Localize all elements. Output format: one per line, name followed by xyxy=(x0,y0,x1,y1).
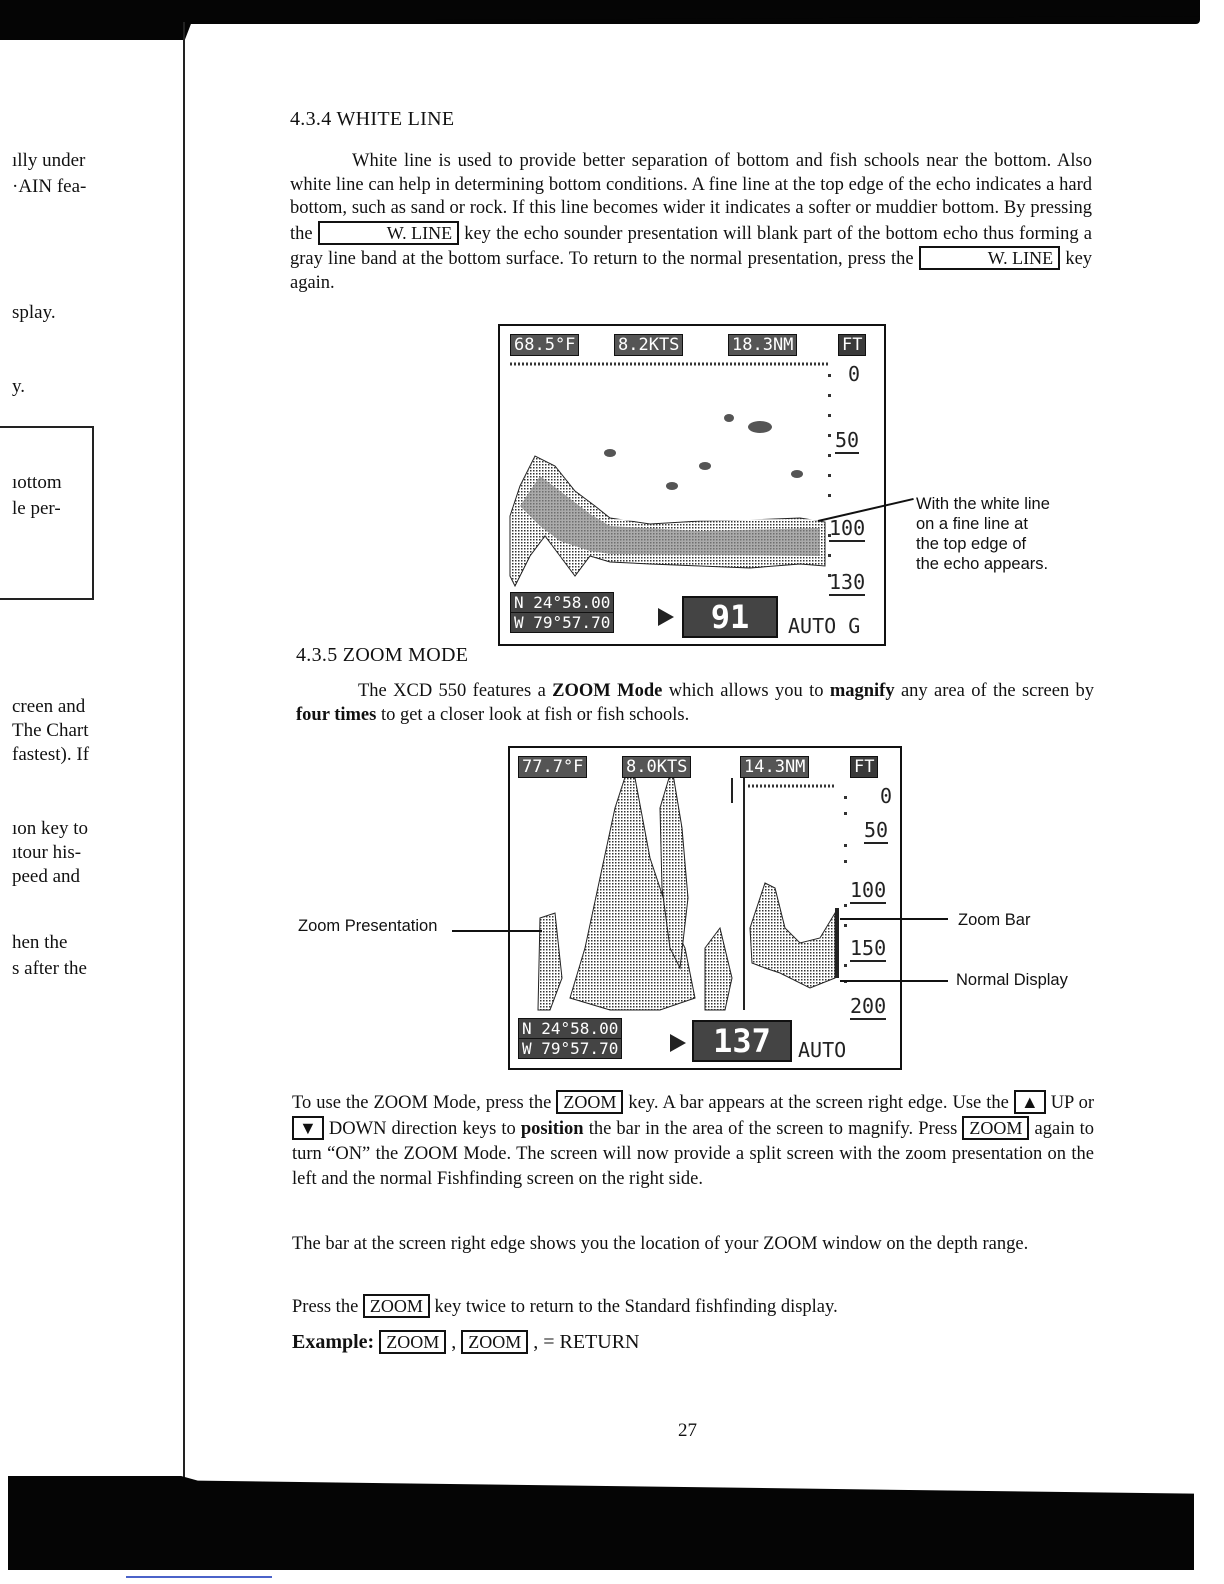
para-bold: position xyxy=(520,1119,584,1139)
example-line xyxy=(292,1330,1094,1355)
depth-scale-label: 50 xyxy=(864,818,889,842)
para-text: key again. xyxy=(290,249,1093,293)
depth-scale-label: 150 xyxy=(850,936,887,960)
margin-fragment: ·AIN fea- xyxy=(12,176,87,197)
sonar-screen-white-line xyxy=(498,324,886,646)
callout-line: on a fine line at xyxy=(916,515,1028,533)
para-bold: four times xyxy=(296,704,377,725)
margin-fragment: hen the xyxy=(12,932,68,953)
margin-fragment: splay. xyxy=(12,302,56,323)
callout-leader-line xyxy=(840,918,948,920)
depth-readout: 91 xyxy=(682,596,778,638)
section-heading-zoom-mode: 4.3.5 ZOOM MODE xyxy=(296,644,469,666)
para-bold: ZOOM Mode xyxy=(552,681,663,701)
callout-leader-line xyxy=(840,980,948,982)
depth-scale-label: 0 xyxy=(848,362,861,386)
return-paragraph xyxy=(292,1294,1094,1320)
margin-fragment: сreen and xyxy=(12,696,86,717)
margin-fragment: y. xyxy=(12,376,26,397)
zoom-key: ZOOM xyxy=(363,1294,430,1318)
distance-readout: 18.3NM xyxy=(728,334,797,356)
mode-status: AUTO G xyxy=(788,614,861,638)
example-label: Example: xyxy=(292,1331,375,1353)
longitude-readout: W 79°57.70 xyxy=(518,1038,622,1059)
margin-fragment: ılly under xyxy=(12,150,86,171)
depth-scale-label: 200 xyxy=(850,994,887,1018)
water-temp-readout: 68.5°F xyxy=(510,334,579,356)
margin-fragment: peed and xyxy=(12,866,81,887)
para-text: the bar in the area of the screen to magnify. Press xyxy=(588,1119,958,1139)
zoom-intro-paragraph xyxy=(296,680,1094,727)
margin-fragment: ѕ after the xyxy=(12,958,87,979)
para-text: again to turn “ON” the ZOOM Mode. The screen will now provide a split screen with the zoom presentation on the left and the normal Fishfinding screen on the right side. xyxy=(292,1119,1095,1189)
latitude-readout: N 24°58.00 xyxy=(510,592,614,613)
callout-leader-line xyxy=(452,930,542,932)
margin-fragment: ıon key to xyxy=(12,818,88,839)
zoom-bar-paragraph: The bar at the screen right edge shows you the location of your ZOOM window on the depth range. xyxy=(292,1234,1029,1254)
callout-line: the top edge of xyxy=(916,535,1027,553)
callout-line: With the white line xyxy=(916,495,1050,513)
latitude-readout: N 24°58.00 xyxy=(518,1018,622,1039)
white-line-paragraph xyxy=(290,150,1092,295)
water-temp-readout: 77.7°F xyxy=(518,756,587,778)
zoom-presentation-callout: Zoom Presentation xyxy=(298,917,438,935)
page-spine-line xyxy=(183,22,185,1482)
zoom-key: ZOOM xyxy=(556,1090,623,1114)
para-text: key. A bar appears at the screen right edge. Use the xyxy=(628,1093,1009,1113)
depth-scale-label: 100 xyxy=(829,516,866,540)
depth-scale-label: 130 xyxy=(829,570,866,594)
depth-scale-label: 50 xyxy=(835,428,860,452)
zoom-bar-callout: Zoom Bar xyxy=(958,911,1031,929)
speed-readout: 8.0KTS xyxy=(622,756,691,778)
para-text: UP or xyxy=(1050,1093,1095,1113)
unit-readout: FT xyxy=(850,756,878,778)
down-arrow-key-icon: ▼ xyxy=(292,1116,324,1140)
zoom-key: ZOOM xyxy=(962,1116,1029,1140)
para-text: To use the ZOOM Mode, press the xyxy=(292,1093,552,1113)
para-text: The XCD 550 features a xyxy=(358,681,546,701)
depth-scale-label: 100 xyxy=(850,878,887,902)
bottom-scan-border xyxy=(8,1496,1194,1570)
para-text: White line is used to provide better separation of bottom and fish schools near the bottom. Also white line can help in determining bottom conditions. A fine line at the top edge of the echo indicates a hard bottom, such as sand or rock. If this line becomes wider it indicates a softer or muddier bottom. By pressing the xyxy=(290,151,1092,244)
pointer-icon xyxy=(670,1034,686,1052)
para-text: to get a closer look at fish or fish schools. xyxy=(380,704,690,725)
pointer-icon xyxy=(658,608,674,626)
distance-readout: 14.3NM xyxy=(740,756,809,778)
longitude-readout: W 79°57.70 xyxy=(510,612,614,633)
unit-readout: FT xyxy=(838,334,866,356)
margin-fragment: ıottom xyxy=(12,472,62,493)
depth-scale-label: 0 xyxy=(880,784,893,808)
zoom-key: ZOOM xyxy=(461,1330,528,1354)
para-text: key twice to return to the Standard fishfinding display. xyxy=(434,1297,838,1317)
margin-fragment: The Chart xyxy=(12,720,89,741)
normal-display-callout: Normal Display xyxy=(956,971,1068,989)
para-text: key the echo sounder presentation will blank part of the bottom echo thus forming a gray line band at the bottom surface. To return to the normal presentation, press the xyxy=(290,223,1092,269)
para-text: , xyxy=(451,1331,457,1353)
margin-fragment: fastest). If xyxy=(12,744,90,765)
para-text: Press the xyxy=(292,1297,359,1317)
para-text: any area of the screen by xyxy=(900,681,1095,701)
sonar-screen-zoom-mode xyxy=(508,746,902,1070)
page-number: 27 xyxy=(678,1420,697,1441)
depth-readout: 137 xyxy=(692,1020,792,1062)
callout-line: the echo appears. xyxy=(916,555,1049,573)
margin-fragment: ıtour his- xyxy=(12,842,82,863)
para-bold: magnify xyxy=(829,681,895,701)
margin-fragment: le per- xyxy=(12,498,61,519)
zoom-key: ZOOM xyxy=(379,1330,446,1354)
speed-readout: 8.2KTS xyxy=(614,334,683,356)
mode-status: AUTO xyxy=(798,1038,847,1062)
w-line-key: W. LINE xyxy=(318,221,459,245)
para-text: which allows you to xyxy=(668,681,824,701)
w-line-key: W. LINE xyxy=(919,246,1060,270)
section-heading-white-line: 4.3.4 WHITE LINE xyxy=(290,108,455,130)
zoom-usage-paragraph xyxy=(292,1090,1094,1192)
para-text: DOWN direction keys to xyxy=(328,1119,516,1139)
white-line-callout xyxy=(916,494,1050,574)
up-arrow-key-icon: ▲ xyxy=(1014,1090,1046,1114)
para-text: , = RETURN xyxy=(533,1331,640,1353)
blue-underline xyxy=(126,1576,272,1578)
